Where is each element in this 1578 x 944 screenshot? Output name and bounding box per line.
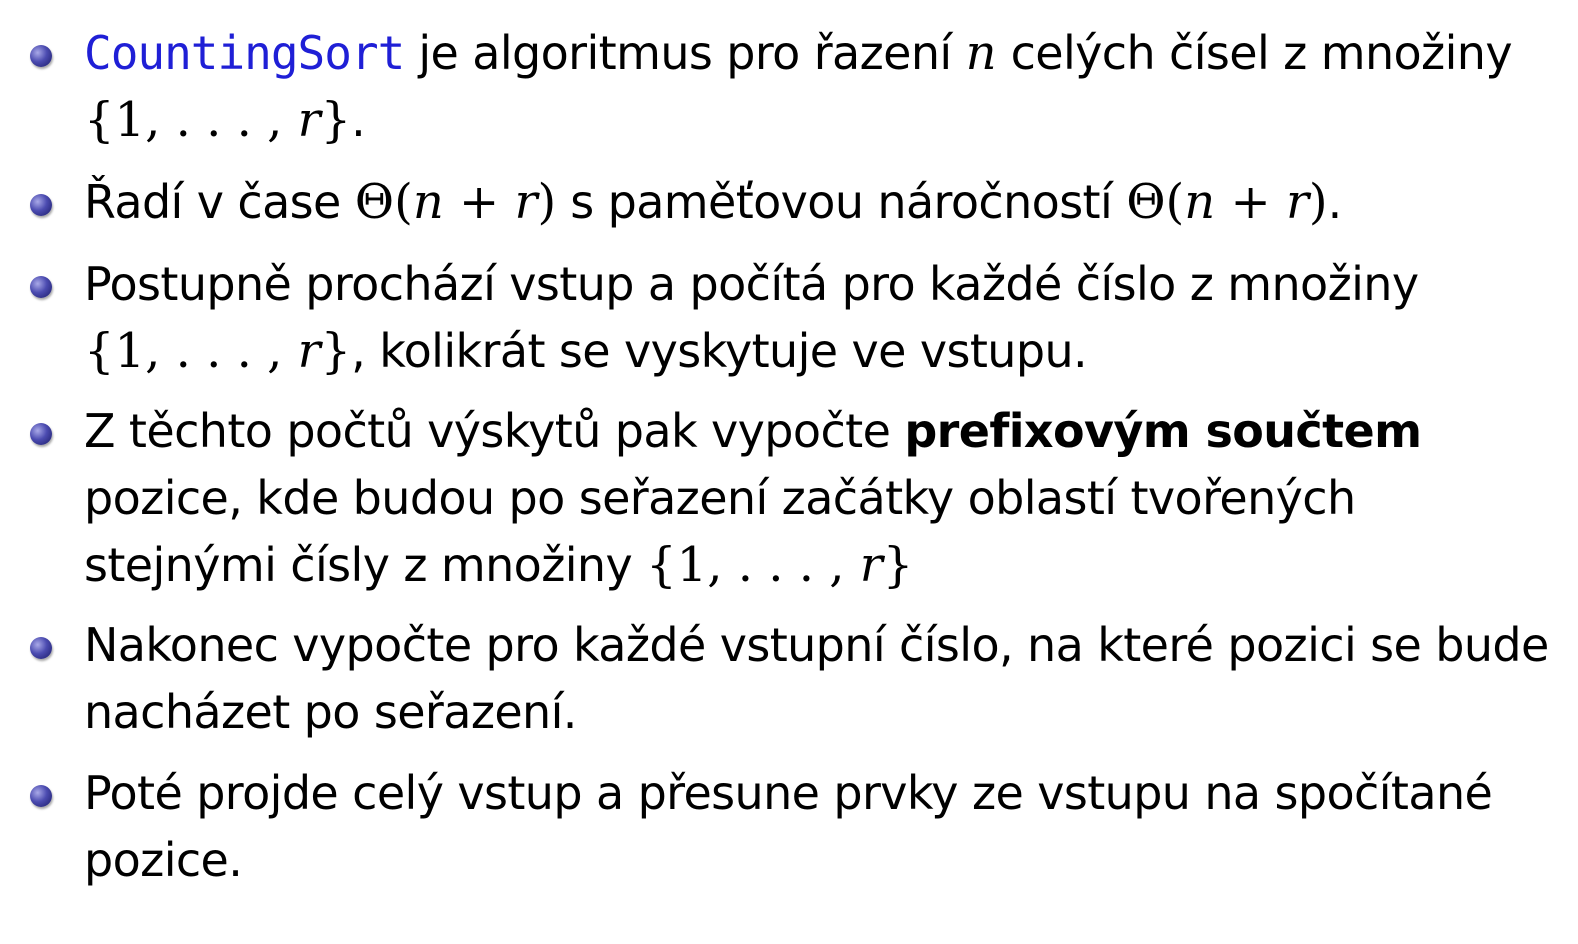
text-span: .: [351, 93, 366, 147]
bullet-1-line-2: [84, 87, 1574, 154]
math-set-close: }: [320, 323, 352, 379]
math-paren-close: ): [537, 174, 557, 230]
text-span: , kolikrát se vyskytuje ve vstupu.: [351, 324, 1088, 378]
bullet-5-line-1: Nakonec vypočte pro každé vstupní číslo, na které pozici se bude: [84, 618, 1549, 672]
bold-term: prefixovým součtem: [904, 404, 1422, 458]
bullet-ball-icon: [30, 785, 52, 807]
bullet-text-4: [84, 398, 1574, 599]
math-variable-n: n: [965, 25, 997, 81]
math-plus: +: [1215, 174, 1286, 230]
text-span: je algoritmus pro řazení: [404, 26, 966, 80]
math-variable-n: n: [1184, 174, 1216, 230]
bullet-ball-icon: [30, 45, 52, 67]
math-theta: Θ(: [354, 174, 413, 230]
bullet-text-1: [84, 20, 1574, 154]
bullet-6-line-2: pozice.: [84, 833, 243, 887]
bullet-5-line-2: nacházet po seřazení.: [84, 685, 577, 739]
math-set-close: }: [320, 92, 352, 148]
bullet-text-3: [84, 251, 1574, 385]
math-theta: Θ(: [1126, 174, 1185, 230]
bullet-3-line-2: [84, 318, 1574, 385]
bullet-ball-icon: [30, 276, 52, 298]
math-variable-n: n: [412, 174, 444, 230]
text-span: stejnými čísly z množiny: [84, 538, 647, 592]
bullet-ball-icon: [30, 423, 52, 445]
text-span: Z těchto počtů výskytů pak vypočte: [84, 404, 905, 458]
algorithm-name: CountingSort: [84, 26, 405, 80]
bullet-text-5: [84, 612, 1574, 746]
bullet-text-6: [84, 760, 1574, 894]
bullet-2-line-1: [84, 169, 1574, 236]
bullet-text-2: [84, 169, 1574, 236]
math-set-open: {1, . . . ,: [646, 537, 860, 593]
bullet-ball-icon: [30, 194, 52, 216]
math-variable-r: r: [297, 92, 321, 148]
bullet-4-line-3: [84, 532, 1574, 599]
bullet-1-line-1: [84, 20, 1574, 87]
bullet-6-line-1: Poté projde celý vstup a přesune prvky ze vstupu na spočítané: [84, 766, 1493, 820]
text-span: celých čísel z množiny: [996, 26, 1512, 80]
math-paren-close: ): [1308, 174, 1328, 230]
bullet-4-line-2: pozice, kde budou po seřazení začátky oblastí tvořených: [84, 471, 1356, 525]
text-span: .: [1327, 175, 1342, 229]
bullet-4-line-1: [84, 398, 1574, 465]
math-set-open: {1, . . . ,: [84, 92, 298, 148]
math-plus: +: [443, 174, 515, 230]
math-variable-r: r: [1285, 174, 1309, 230]
bullet-3-line-1: Postupně prochází vstup a počítá pro každé číslo z množiny: [84, 257, 1419, 311]
bullet-ball-icon: [30, 637, 52, 659]
text-span: Řadí v čase: [84, 175, 355, 229]
math-set-close: }: [882, 537, 914, 593]
math-variable-r: r: [297, 323, 321, 379]
text-span: s paměťovou náročností: [556, 175, 1127, 229]
math-variable-r: r: [859, 537, 883, 593]
math-variable-r: r: [514, 174, 538, 230]
math-set-open: {1, . . . ,: [84, 323, 298, 379]
